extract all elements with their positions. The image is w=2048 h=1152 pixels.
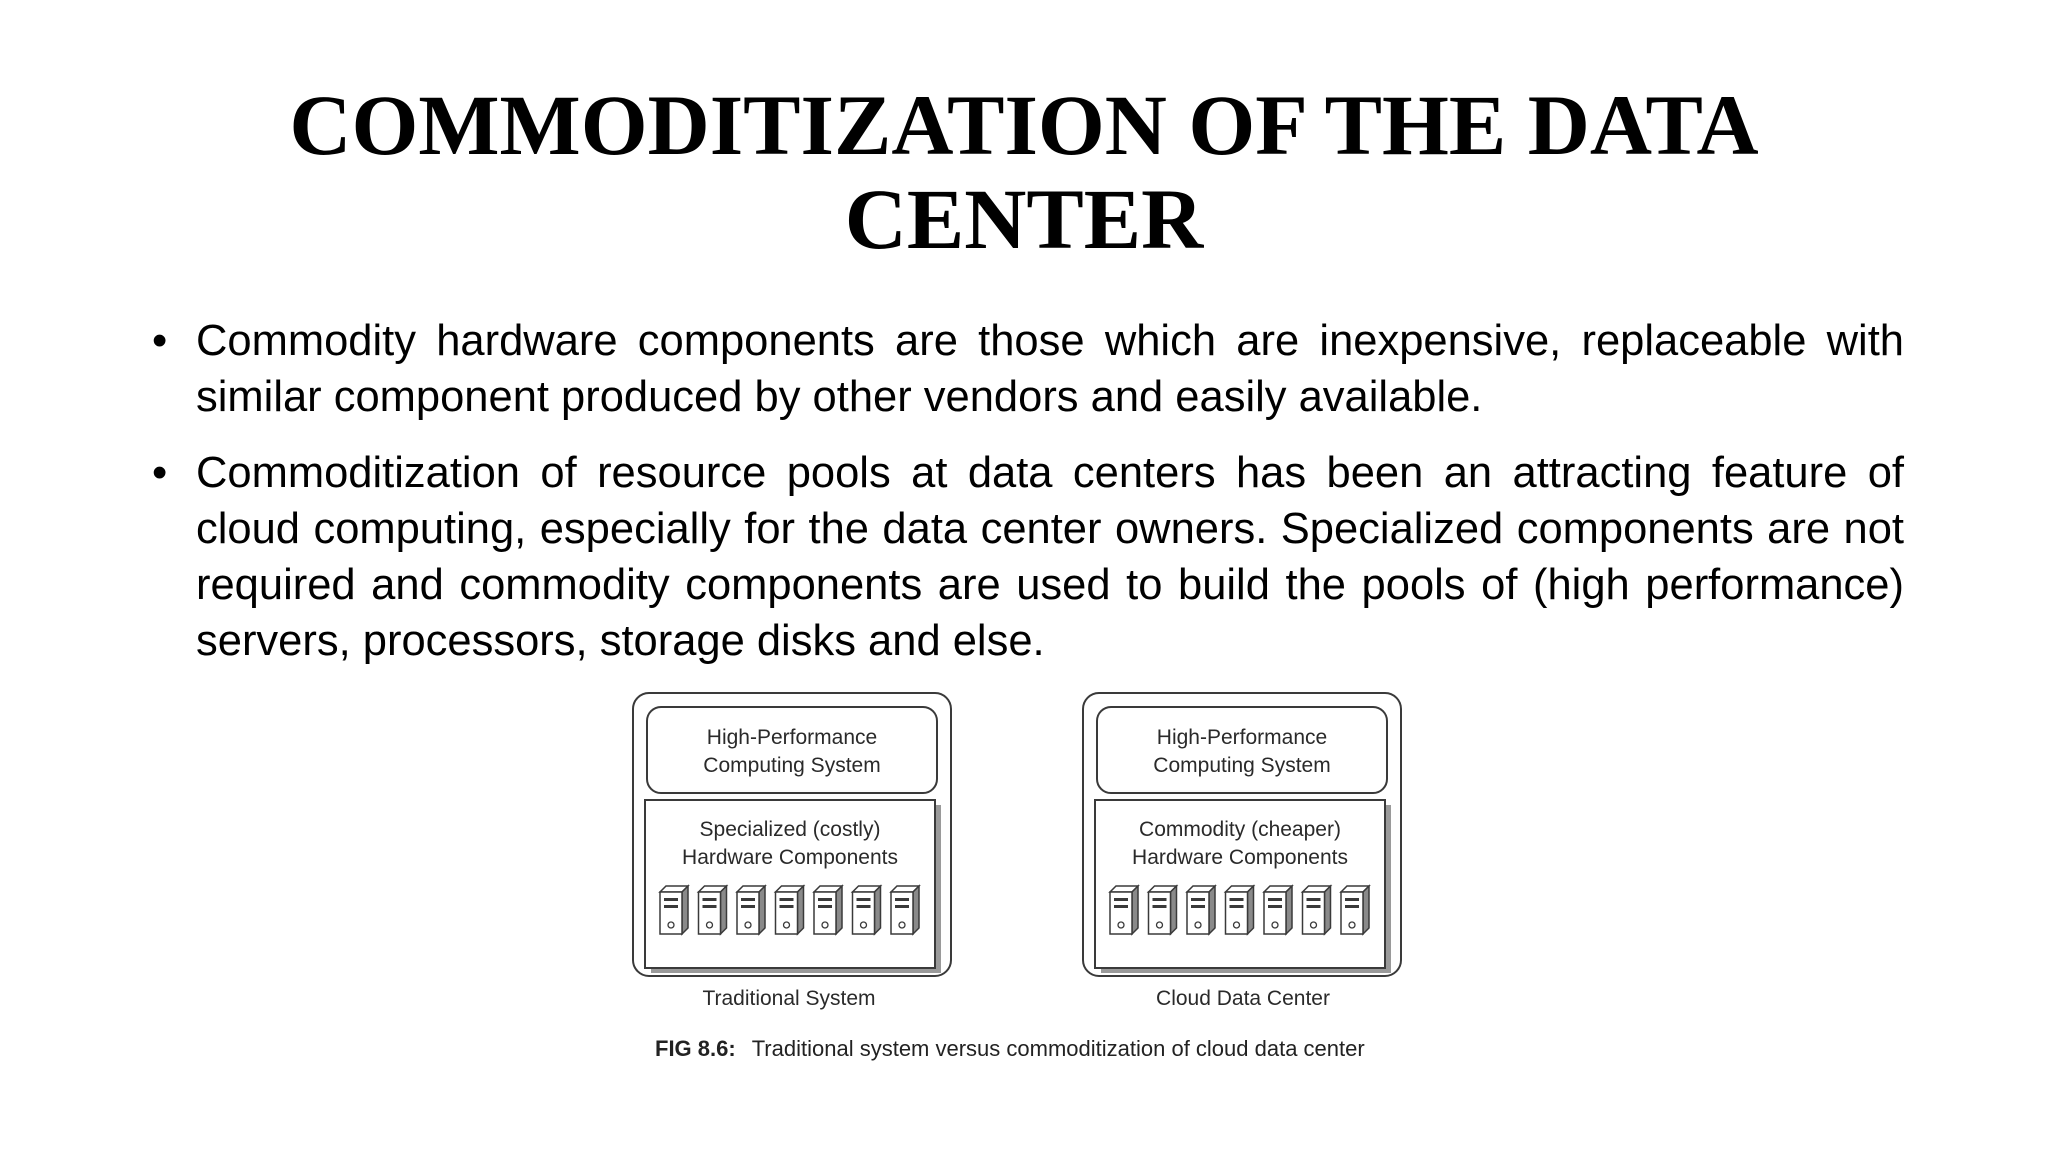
server-icon [776, 886, 804, 934]
server-icon [1341, 886, 1369, 934]
bullet-text: Commoditization of resource pools at data centers has been an attracting feature of cloud computing, especially for the data center owners. Specialized components are not required and commodity components are used to build the pools of (high performance) servers, processors, storage disks and else. [196, 449, 1904, 665]
bullet-dot: • [152, 449, 168, 497]
bullet-item [152, 445, 1904, 669]
server-icon [891, 886, 919, 934]
slide-title [140, 78, 1908, 266]
bullet-dot: • [152, 317, 168, 365]
title-line-1: COMMODITIZATION OF THE DATA [289, 77, 1759, 173]
traditional-hpc-line1: High-Performance [706, 726, 878, 749]
cloud-hw-line2: Hardware Components [1132, 846, 1348, 869]
figure-caption [655, 1036, 1365, 1061]
cloud-data-center-label: Cloud Data Center [1156, 987, 1330, 1010]
cloud-data-center-panel [1083, 693, 1401, 1010]
cloud-hw-line1: Commodity (cheaper) [1139, 818, 1341, 841]
server-icon [1226, 886, 1254, 934]
caption-label: FIG 8.6: [655, 1036, 736, 1061]
server-icon [1303, 886, 1331, 934]
bullet-list [152, 313, 1904, 689]
traditional-hpc-line2: Computing System [703, 754, 881, 777]
server-icon [853, 886, 881, 934]
server-icon [1110, 886, 1138, 934]
server-icon [1264, 886, 1292, 934]
cloud-hpc-line2: Computing System [1153, 754, 1331, 777]
traditional-system-panel [633, 693, 951, 1010]
traditional-hw-line2: Hardware Components [682, 846, 898, 869]
title-line-2: CENTER [844, 171, 1204, 267]
cloud-hpc-line1: High-Performance [1156, 726, 1328, 749]
server-icon [814, 886, 842, 934]
server-icon [660, 886, 688, 934]
cloud-servers [1110, 886, 1369, 934]
traditional-system-label: Traditional System [702, 987, 876, 1010]
traditional-hw-line1: Specialized (costly) [699, 818, 881, 841]
figure [630, 690, 1420, 1090]
bullet-text: Commodity hardware components are those which are inexpensive, replaceable with similar component produced by other vendors and easily available. [196, 317, 1904, 421]
figure-diagram [630, 690, 1420, 1090]
cloud-hpc-box [1097, 707, 1387, 793]
traditional-servers [660, 886, 919, 934]
server-icon [1149, 886, 1177, 934]
bullet-item [152, 313, 1904, 425]
server-icon [1187, 886, 1215, 934]
server-icon [699, 886, 727, 934]
caption-text: Traditional system versus commoditization of cloud data center [751, 1036, 1365, 1061]
server-icon [737, 886, 765, 934]
traditional-hpc-box [647, 707, 937, 793]
